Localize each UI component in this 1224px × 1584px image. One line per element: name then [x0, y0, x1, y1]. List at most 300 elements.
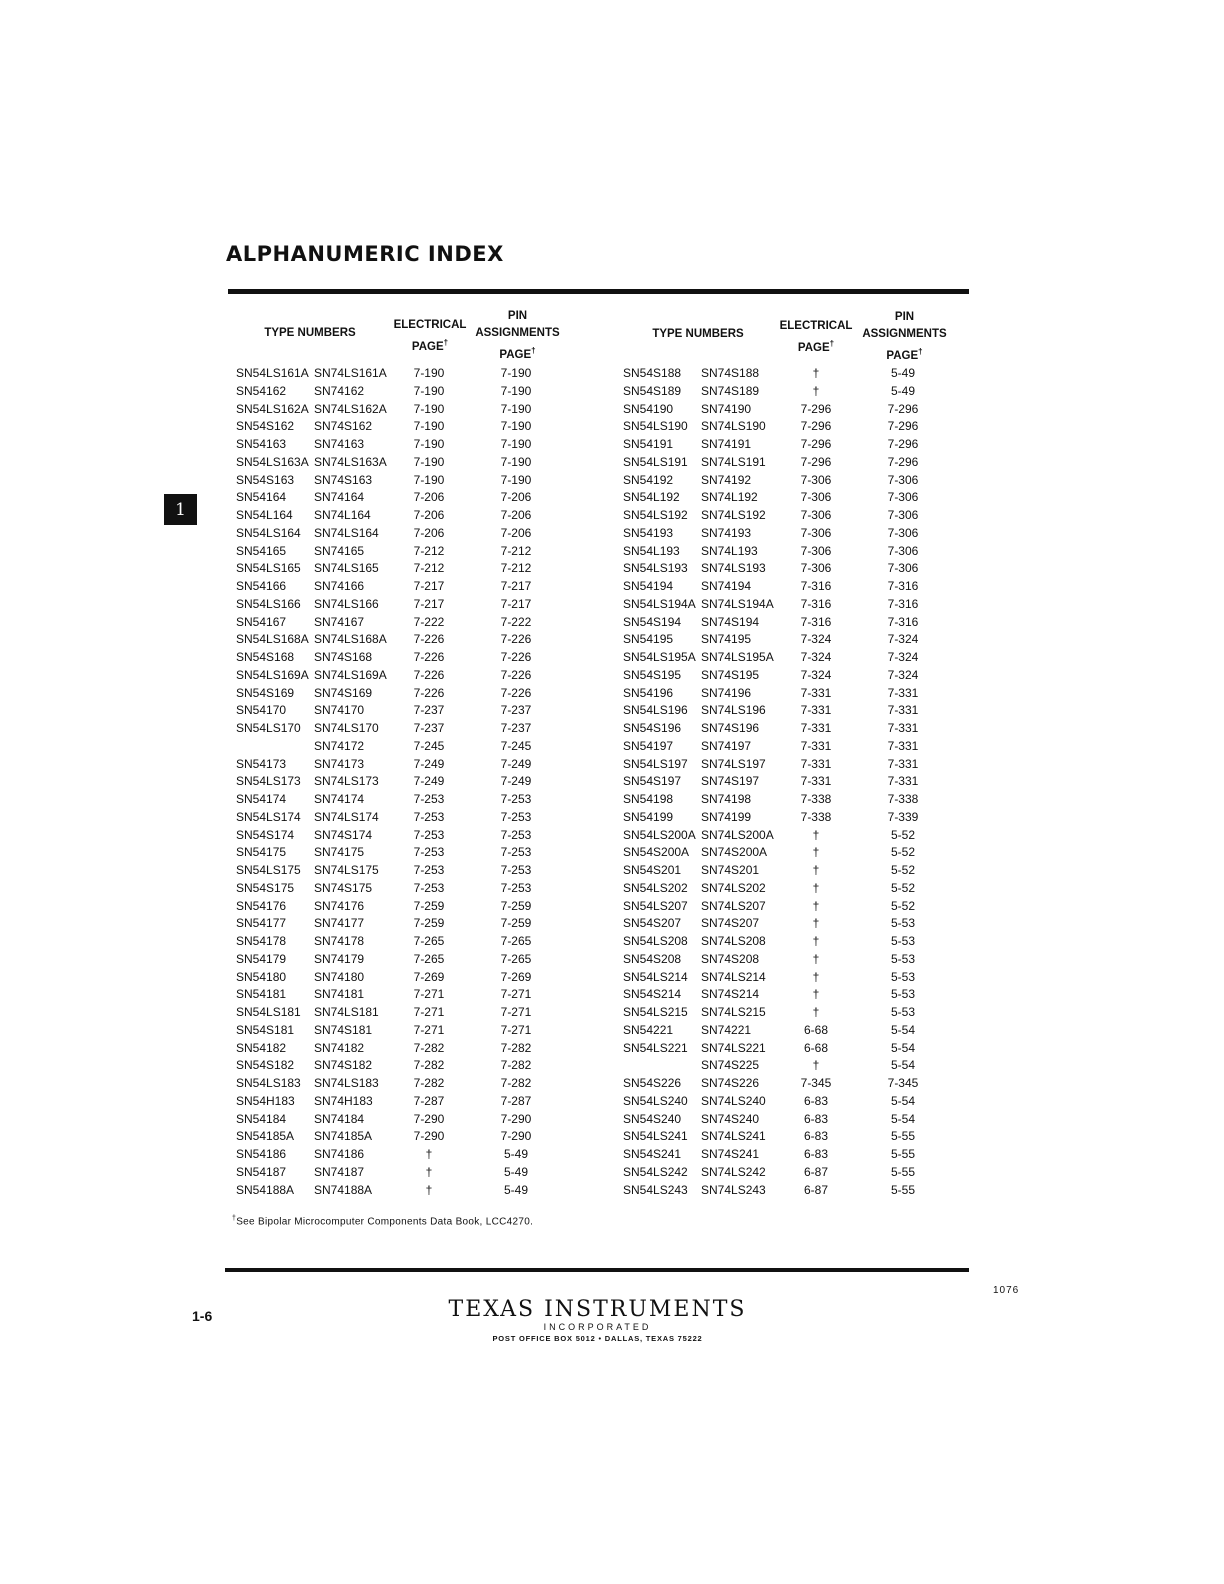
cell-pin-page: 7-190: [500, 366, 532, 380]
cell-pin-page: 7-259: [500, 898, 532, 913]
cell-pin-page: 7-226: [500, 685, 532, 700]
cell-type-54: SN54S197: [623, 774, 682, 789]
bottom-rule: [225, 1268, 969, 1272]
cell-type-74: SN74S163: [314, 472, 373, 487]
cell-pin-page: 7-217: [500, 579, 532, 593]
cell-pin-page: 7-249: [500, 774, 532, 789]
cell-electrical-page: 7-253: [413, 863, 445, 877]
cell-type-54: SN54162: [236, 383, 287, 398]
cell-pin-page: 7-212: [500, 561, 532, 576]
cell-pin-page: 7-265: [500, 934, 532, 948]
cell-pin-page: 7-265: [500, 951, 532, 966]
cell-pin-page: 7-271: [500, 1022, 532, 1037]
cell-electrical-page: 7-190: [413, 366, 445, 380]
cell-type-54: SN54L193: [623, 543, 680, 558]
cell-electrical-page: 7-296: [800, 419, 832, 434]
cell-type-54: SN54S214: [623, 987, 682, 1002]
cell-electrical-page: 7-206: [413, 490, 445, 505]
cell-type-74: SN74LS183: [314, 1076, 379, 1090]
left-header-pin-assignments: PIN ASSIGNMENTS PAGE†: [475, 310, 560, 361]
cell-pin-page: 5-53: [890, 969, 916, 984]
cell-pin-page: 7-296: [887, 454, 919, 469]
cell-electrical-page: 7-324: [800, 667, 832, 682]
cell-type-74: SN74S195: [701, 667, 760, 682]
cell-type-54: SN54188A: [236, 1182, 295, 1197]
cell-electrical-page: 7-331: [800, 703, 832, 718]
cell-pin-page: 7-217: [500, 596, 532, 611]
cell-electrical-page: 7-237: [413, 721, 445, 735]
cell-type-74: SN74LS166: [314, 596, 379, 611]
cell-electrical-page: 7-331: [800, 738, 832, 753]
cell-pin-page: 7-324: [887, 667, 919, 682]
cell-pin-page: 7-306: [887, 508, 919, 522]
cell-type-74: SN74LS190: [701, 419, 766, 434]
cell-type-74: SN74S175: [314, 880, 373, 895]
cell-type-54: SN54194: [623, 579, 674, 593]
cell-type-54: SN54S194: [623, 614, 682, 629]
cell-pin-page: 7-190: [500, 437, 532, 451]
cell-type-74: SN74177: [314, 916, 365, 931]
cell-electrical-page: 7-253: [413, 827, 445, 842]
cell-electrical-page: 7-331: [800, 685, 832, 700]
cell-pin-page: 7-259: [500, 916, 532, 931]
cell-pin-page: 7-253: [500, 809, 532, 824]
cell-electrical-page: 6-68: [803, 1022, 829, 1037]
cell-electrical-page: †: [812, 969, 820, 984]
cell-type-74: SN74167: [314, 614, 365, 629]
cell-type-54: SN54H183: [236, 1093, 295, 1108]
cell-type-74: SN74182: [314, 1040, 365, 1055]
cell-pin-page: 7-249: [500, 756, 532, 771]
cell-pin-page: 5-52: [890, 898, 916, 913]
cell-electrical-page: 7-331: [800, 756, 832, 771]
cell-type-54: SN54LS192: [623, 508, 688, 522]
cell-electrical-page: 7-237: [413, 703, 445, 718]
cell-type-74: SN74LS165: [314, 561, 379, 576]
cell-type-74: SN74LS164: [314, 525, 379, 540]
cell-electrical-page: †: [812, 827, 820, 842]
cell-electrical-page: 7-331: [800, 721, 832, 735]
cell-type-54: SN54185A: [236, 1129, 295, 1144]
cell-pin-page: 7-306: [887, 543, 919, 558]
cell-type-54: SN54LS241: [623, 1129, 688, 1144]
cell-type-54: SN54S200A: [623, 845, 690, 860]
cell-type-74: SN74LS169A: [314, 667, 387, 682]
cell-type-74: SN74LS197: [701, 756, 766, 771]
cell-electrical-page: 7-306: [800, 525, 832, 540]
cell-type-74: SN74170: [314, 703, 365, 718]
cell-pin-page: 5-52: [890, 863, 916, 877]
footnote: †See Bipolar Microcomputer Components Data Book, LCC4270.: [232, 1215, 534, 1228]
cell-electrical-page: 7-190: [413, 454, 445, 469]
cell-type-54: SN54LS181: [236, 1005, 301, 1019]
cell-type-54: SN54S189: [623, 383, 682, 398]
publisher-address: POST OFFICE BOX 5012 • DALLAS, TEXAS 75222: [492, 1334, 703, 1343]
cell-type-74: SN74LS173: [314, 774, 379, 789]
cell-type-74: SN74180: [314, 969, 365, 984]
cell-type-54: SN54LS243: [623, 1182, 688, 1197]
cell-type-54: SN54190: [623, 401, 674, 416]
cell-electrical-page: 7-226: [413, 685, 445, 700]
cell-pin-page: 7-226: [500, 632, 532, 647]
cell-type-54: SN54LS162A: [236, 401, 309, 416]
cell-type-74: SN74S169: [314, 685, 373, 700]
cell-pin-page: 7-253: [500, 845, 532, 860]
cell-type-54: SN54LS215: [623, 1005, 688, 1019]
cell-type-54: SN54170: [236, 703, 287, 718]
cell-type-74: SN74S162: [314, 419, 373, 434]
publisher-name: TEXAS INSTRUMENTS: [448, 1297, 747, 1322]
cell-electrical-page: 6-83: [803, 1147, 829, 1161]
cell-type-54: SN54196: [623, 685, 674, 700]
cell-electrical-page: 6-83: [803, 1129, 829, 1144]
cell-electrical-page: 7-345: [800, 1076, 832, 1090]
cell-type-74: SN74196: [701, 685, 752, 700]
cell-electrical-page: 6-87: [803, 1182, 829, 1197]
cell-pin-page: 7-324: [887, 632, 919, 647]
cell-type-74: SN74LS168A: [314, 632, 387, 647]
cell-type-54: SN54LS164: [236, 525, 301, 540]
cell-pin-page: 5-49: [890, 383, 916, 398]
cell-type-74: SN74LS242: [701, 1164, 766, 1179]
cell-type-54: SN54167: [236, 614, 287, 629]
cell-pin-page: 7-237: [500, 721, 532, 735]
cell-type-54: SN54LS193: [623, 561, 688, 576]
cell-type-74: SN74195: [701, 632, 752, 647]
cell-type-54: SN54195: [623, 632, 674, 647]
cell-pin-page: 7-331: [887, 721, 919, 735]
cell-pin-page: 7-306: [887, 490, 919, 505]
cell-electrical-page: †: [812, 1058, 820, 1073]
cell-type-74: SN74L193: [701, 543, 758, 558]
cell-type-74: SN74194: [701, 579, 752, 593]
cell-type-74: SN74S181: [314, 1022, 373, 1037]
cell-electrical-page: 7-226: [413, 650, 445, 664]
cell-type-74: SN74S174: [314, 827, 373, 842]
cell-type-74: SN74199: [701, 809, 752, 824]
cell-type-54: SN54S201: [623, 863, 682, 877]
cell-type-54: SN54S175: [236, 880, 295, 895]
cell-pin-page: 5-53: [890, 934, 916, 948]
cell-type-74: SN74188A: [314, 1182, 373, 1197]
cell-pin-page: 7-306: [887, 561, 919, 576]
cell-pin-page: 7-282: [500, 1040, 532, 1055]
cell-pin-page: 5-49: [890, 366, 916, 380]
cell-electrical-page: †: [425, 1182, 433, 1197]
cell-pin-page: 7-339: [887, 809, 919, 824]
section-tab-marker: 1: [164, 494, 197, 525]
cell-electrical-page: 7-265: [413, 951, 445, 966]
cell-type-54: SN54LS168A: [236, 632, 309, 647]
cell-pin-page: 7-316: [887, 614, 919, 629]
cell-electrical-page: 7-338: [800, 792, 832, 806]
cell-electrical-page: 7-306: [800, 490, 832, 505]
cell-type-74: SN74LS161A: [314, 366, 387, 380]
cell-type-54: SN54LS175: [236, 863, 301, 877]
cell-type-74: SN74LS195A: [701, 650, 774, 664]
cell-electrical-page: †: [812, 898, 820, 913]
cell-type-54: SN54S226: [623, 1076, 682, 1090]
cell-pin-page: 5-53: [890, 951, 916, 966]
cell-type-74: SN74165: [314, 543, 365, 558]
cell-pin-page: 7-237: [500, 703, 532, 718]
cell-type-54: SN54LS194A: [623, 596, 696, 611]
cell-type-54: SN54193: [623, 525, 674, 540]
cell-pin-page: 5-54: [890, 1058, 916, 1073]
cell-electrical-page: 7-306: [800, 543, 832, 558]
cell-electrical-page: 7-217: [413, 579, 445, 593]
cell-type-74: SN74L192: [701, 490, 758, 505]
cell-type-54: SN54LS242: [623, 1164, 688, 1179]
cell-type-74: SN74162: [314, 383, 365, 398]
cell-type-74: SN74S201: [701, 863, 760, 877]
cell-pin-page: 7-331: [887, 703, 919, 718]
cell-type-54: SN54S174: [236, 827, 295, 842]
cell-pin-page: 7-316: [887, 596, 919, 611]
cell-type-74: SN74198: [701, 792, 752, 806]
cell-type-54: SN54180: [236, 969, 287, 984]
cell-type-74: SN74LS181: [314, 1005, 379, 1019]
cell-type-54: SN54199: [623, 809, 674, 824]
cell-type-74: SN74181: [314, 987, 365, 1002]
cell-type-74: SN74S189: [701, 383, 760, 398]
cell-electrical-page: 7-206: [413, 525, 445, 540]
cell-type-74: SN74S207: [701, 916, 760, 931]
cell-type-74: SN74192: [701, 472, 752, 487]
cell-type-74: SN74179: [314, 951, 365, 966]
cell-type-54: SN54221: [623, 1022, 674, 1037]
cell-pin-page: 7-226: [500, 650, 532, 664]
cell-electrical-page: 7-290: [413, 1129, 445, 1144]
cell-electrical-page: †: [812, 1005, 820, 1019]
cell-type-54: SN54192: [623, 472, 674, 487]
cell-type-54: SN54S240: [623, 1111, 682, 1126]
cell-electrical-page: 7-324: [800, 632, 832, 647]
cell-type-54: SN54166: [236, 579, 287, 593]
cell-type-54: SN54L192: [623, 490, 680, 505]
cell-pin-page: 5-54: [890, 1111, 916, 1126]
cell-electrical-page: 7-265: [413, 934, 445, 948]
cell-electrical-page: 7-259: [413, 916, 445, 931]
cell-type-74: SN74172: [314, 738, 365, 753]
cell-type-54: SN54LS174: [236, 809, 301, 824]
cell-type-74: SN74LS214: [701, 969, 766, 984]
cell-type-74: SN74LS243: [701, 1182, 766, 1197]
cell-pin-page: 7-222: [500, 614, 532, 629]
cell-type-74: SN74L164: [314, 508, 371, 522]
cell-electrical-page: 7-316: [800, 596, 832, 611]
cell-type-54: SN54191: [623, 437, 674, 451]
cell-pin-page: 7-271: [500, 1005, 532, 1019]
cell-type-74: SN74175: [314, 845, 365, 860]
cell-type-54: SN54LS196: [623, 703, 688, 718]
cell-type-54: SN54S196: [623, 721, 682, 735]
publisher-block: [420, 1298, 775, 1346]
cell-pin-page: 7-290: [500, 1111, 532, 1126]
cell-type-54: SN54182: [236, 1040, 287, 1055]
cell-electrical-page: 7-212: [413, 543, 445, 558]
cell-type-54: SN54LS191: [623, 454, 688, 469]
cell-pin-page: 7-190: [500, 472, 532, 487]
cell-type-74: SN74197: [701, 738, 752, 753]
cell-electrical-page: †: [812, 916, 820, 931]
cell-type-54: SN54173: [236, 756, 287, 771]
cell-type-54: SN54S163: [236, 472, 295, 487]
cell-type-74: SN74178: [314, 934, 365, 948]
cell-electrical-page: †: [812, 863, 820, 877]
cell-pin-page: 7-190: [500, 419, 532, 434]
cell-type-74: SN74LS163A: [314, 454, 387, 469]
cell-pin-page: 5-53: [890, 916, 916, 931]
cell-type-54: SN54S181: [236, 1022, 295, 1037]
left-header-electrical: ELECTRICAL PAGE†: [393, 319, 467, 353]
cell-pin-page: 7-331: [887, 756, 919, 771]
cell-pin-page: 5-54: [890, 1022, 916, 1037]
cell-pin-page: 7-206: [500, 525, 532, 540]
publisher-subtitle: INCORPORATED: [543, 1322, 652, 1332]
cell-pin-page: 7-206: [500, 508, 532, 522]
cell-electrical-page: 6-87: [803, 1164, 829, 1179]
cell-pin-page: 7-245: [500, 738, 532, 753]
cell-pin-page: 5-54: [890, 1093, 916, 1108]
cell-type-74: SN74LS174: [314, 809, 379, 824]
cell-pin-page: 7-253: [500, 863, 532, 877]
cell-type-54: SN54181: [236, 987, 287, 1002]
left-header-type-numbers: TYPE NUMBERS: [264, 327, 356, 339]
cell-pin-page: 7-271: [500, 987, 532, 1002]
cell-electrical-page: 7-245: [413, 738, 445, 753]
cell-pin-page: 5-55: [890, 1164, 916, 1179]
cell-electrical-page: 7-217: [413, 596, 445, 611]
cell-type-74: SN74S168: [314, 650, 373, 664]
cell-pin-page: 7-282: [500, 1076, 532, 1090]
cell-pin-page: 7-282: [500, 1058, 532, 1073]
cell-type-54: SN54198: [623, 792, 674, 806]
cell-electrical-page: 7-212: [413, 561, 445, 576]
cell-type-54: SN54LS173: [236, 774, 301, 789]
cell-type-74: SN74173: [314, 756, 365, 771]
cell-electrical-page: 7-253: [413, 880, 445, 895]
cell-pin-page: 7-324: [887, 650, 919, 664]
cell-electrical-page: †: [812, 951, 820, 966]
cell-type-74: SN74LS240: [701, 1093, 766, 1108]
cell-type-54: SN54S169: [236, 685, 295, 700]
cell-pin-page: 7-306: [887, 472, 919, 487]
cell-type-74: SN74LS207: [701, 898, 766, 913]
cell-electrical-page: 7-282: [413, 1040, 445, 1055]
cell-type-74: SN74LS170: [314, 721, 379, 735]
cell-type-54: SN54L164: [236, 508, 293, 522]
cell-type-74: SN74184: [314, 1111, 365, 1126]
cell-type-54: SN54LS190: [623, 419, 688, 434]
cell-type-74: SN74186: [314, 1147, 365, 1161]
cell-electrical-page: †: [425, 1147, 433, 1161]
cell-type-54: SN54LS207: [623, 898, 688, 913]
cell-pin-page: 5-55: [890, 1182, 916, 1197]
cell-type-54: SN54S208: [623, 951, 682, 966]
cell-type-54: SN54S162: [236, 419, 295, 434]
cell-pin-page: 7-253: [500, 880, 532, 895]
cell-type-74: SN74190: [701, 401, 752, 416]
cell-pin-page: 7-296: [887, 437, 919, 451]
cell-type-74: SN74LS191: [701, 454, 766, 469]
cell-pin-page: 7-296: [887, 419, 919, 434]
cell-type-74: SN74176: [314, 898, 365, 913]
cell-electrical-page: 7-338: [800, 809, 832, 824]
cell-pin-page: 7-190: [500, 401, 532, 416]
cell-type-54: SN54S168: [236, 650, 295, 664]
cell-type-54: SN54197: [623, 738, 674, 753]
cell-pin-page: 7-226: [500, 667, 532, 682]
cell-type-74: SN74S225: [701, 1058, 760, 1073]
cell-pin-page: 5-54: [890, 1040, 916, 1055]
cell-type-54: SN54184: [236, 1111, 287, 1126]
cell-electrical-page: †: [812, 880, 820, 895]
cell-pin-page: 5-53: [890, 1005, 916, 1019]
cell-type-74: SN74S208: [701, 951, 760, 966]
cell-pin-page: 7-345: [887, 1076, 919, 1090]
cell-type-74: SN74221: [701, 1022, 752, 1037]
page-title: ALPHANUMERIC INDEX: [226, 242, 504, 266]
cell-type-54: SN54LS197: [623, 756, 688, 771]
cell-pin-page: 7-269: [500, 969, 532, 984]
document-code: 1076: [993, 1285, 1020, 1296]
cell-type-74: SN74S197: [701, 774, 760, 789]
cell-type-74: SN74163: [314, 437, 365, 451]
cell-type-54: SN54LS170: [236, 721, 301, 735]
cell-pin-page: 5-53: [890, 987, 916, 1002]
cell-electrical-page: 7-287: [413, 1093, 445, 1108]
cell-type-54: SN54LS214: [623, 969, 688, 984]
cell-type-74: SN74LS200A: [701, 827, 774, 842]
cell-type-74: SN74LS175: [314, 863, 379, 877]
cell-type-74: SN74S182: [314, 1058, 373, 1073]
cell-type-74: SN74LS162A: [314, 401, 387, 416]
cell-electrical-page: 7-306: [800, 508, 832, 522]
cell-pin-page: 7-331: [887, 685, 919, 700]
cell-type-74: SN74S241: [701, 1147, 760, 1161]
cell-type-74: SN74LS208: [701, 934, 766, 948]
cell-type-74: SN74LS192: [701, 508, 766, 522]
cell-type-54: SN54LS240: [623, 1093, 688, 1108]
cell-type-54: SN54LS163A: [236, 454, 309, 469]
cell-pin-page: 7-287: [500, 1093, 532, 1108]
cell-electrical-page: †: [812, 845, 820, 860]
cell-electrical-page: 7-296: [800, 454, 832, 469]
cell-pin-page: 5-49: [503, 1147, 529, 1161]
cell-electrical-page: 7-269: [413, 969, 445, 984]
cell-electrical-page: 7-316: [800, 614, 832, 629]
cell-electrical-page: 7-306: [800, 561, 832, 576]
cell-electrical-page: 7-253: [413, 809, 445, 824]
cell-electrical-page: 7-324: [800, 650, 832, 664]
cell-pin-page: 7-331: [887, 774, 919, 789]
cell-pin-page: 5-55: [890, 1147, 916, 1161]
cell-type-74: SN74S240: [701, 1111, 760, 1126]
cell-type-74: SN74193: [701, 525, 752, 540]
cell-type-54: SN54S241: [623, 1147, 682, 1161]
cell-type-54: SN54S182: [236, 1058, 295, 1073]
cell-type-54: SN54LS166: [236, 596, 301, 611]
cell-pin-page: 7-331: [887, 738, 919, 753]
cell-pin-page: 7-212: [500, 543, 532, 558]
cell-type-74: SN74S188: [701, 366, 760, 380]
cell-type-74: SN74S194: [701, 614, 760, 629]
cell-electrical-page: 7-296: [800, 437, 832, 451]
cell-electrical-page: 7-249: [413, 756, 445, 771]
cell-electrical-page: 7-226: [413, 667, 445, 682]
right-header-type-numbers: TYPE NUMBERS: [652, 328, 744, 340]
